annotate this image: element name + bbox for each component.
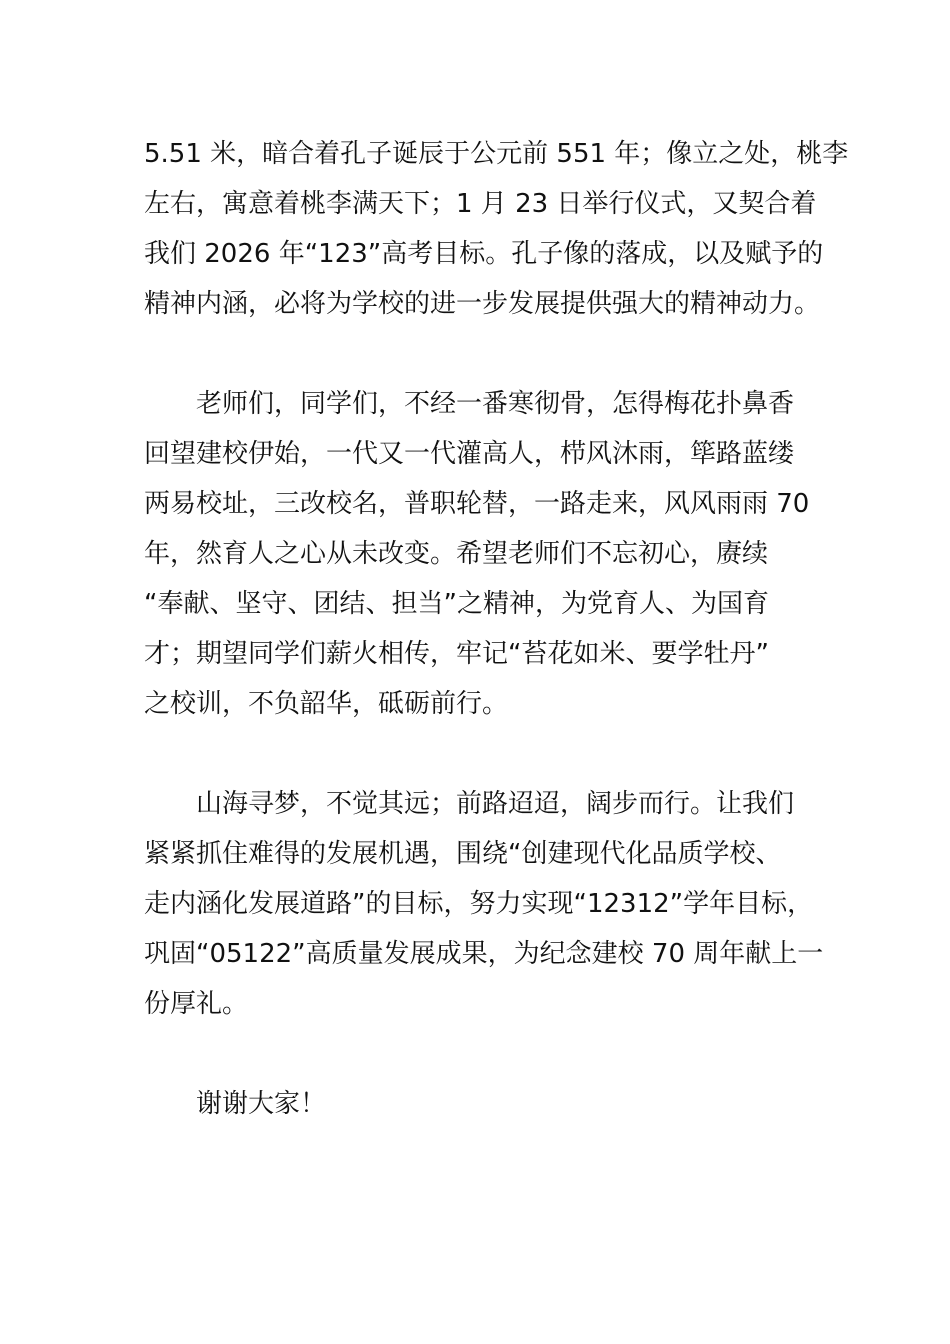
paragraph-2: [144, 379, 812, 729]
paragraph-spacer: [144, 1029, 812, 1079]
paragraph-line: 之校训，不负韶华，砥砺前行。: [144, 689, 509, 719]
paragraph-spacer: [144, 329, 812, 379]
speech-text: [144, 129, 849, 1129]
paragraph-line: 才；期望同学们薪火相传，牢记“苔花如米、要学牡丹”: [144, 639, 769, 669]
paragraph-1: [144, 129, 849, 329]
paragraph-line: “奉献、坚守、团结、担当”之精神，为党育人、为国育: [144, 589, 769, 619]
paragraph-line: 我们 2026 年“123”高考目标。孔子像的落成，以及赋予的: [144, 239, 824, 269]
paragraph-line: 两易校址，三改校名，普职轮替，一路走来，风风雨雨 70: [144, 489, 810, 519]
paragraph-line: 回望建校伊始，一代又一代灌高人，栉风沐雨，筚路蓝缕: [144, 439, 795, 469]
paragraph-line: 精神内涵，必将为学校的进一步发展提供强大的精神动力。: [144, 289, 821, 319]
paragraph-line: 山海寻梦，不觉其远；前路迢迢，阔步而行。让我们: [196, 789, 795, 819]
paragraph-4: [144, 1079, 812, 1129]
closing-line: 谢谢大家！: [196, 1089, 327, 1119]
paragraph-line: 紧紧抓住难得的发展机遇，围绕“创建现代化品质学校、: [144, 839, 782, 869]
paragraph-line: 5.51 米，暗合着孔子诞辰于公元前 551 年；像立之处，桃李: [144, 139, 849, 169]
paragraph-line: 老师们，同学们，不经一番寒彻骨，怎得梅花扑鼻香: [196, 389, 795, 419]
paragraph-3: [144, 779, 824, 1029]
paragraph-line: 份厚礼。: [144, 989, 249, 1019]
paragraph-line: 巩固“05122”高质量发展成果，为纪念建校 70 周年献上一: [144, 939, 824, 969]
paragraph-line: 年，然育人之心从未改变。希望老师们不忘初心，赓续: [144, 539, 769, 569]
paragraph-line: 走内涵化发展道路”的目标，努力实现“12312”学年目标，: [144, 889, 814, 919]
paragraph-line: 左右，寓意着桃李满天下；1 月 23 日举行仪式，又契合着: [144, 189, 817, 219]
paragraph-spacer: [144, 729, 812, 779]
